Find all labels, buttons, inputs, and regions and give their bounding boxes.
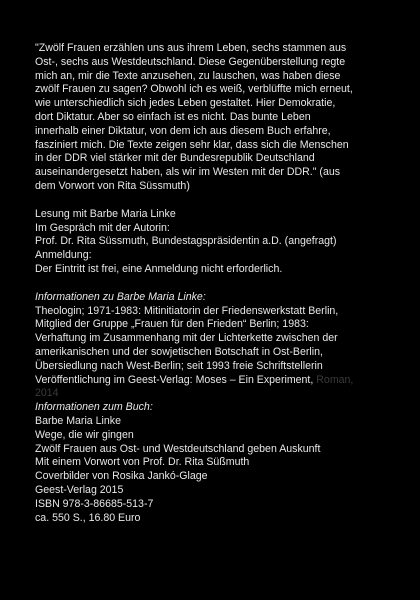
book-price: ca. 550 S., 16.80 Euro (35, 511, 141, 524)
author-publication: Veröffentlichung im Geest-Verlag: Moses – Ein Experiment, (35, 373, 314, 386)
book-publisher: Geest-Verlag 2015 (35, 483, 124, 496)
document-page (35, 42, 401, 525)
spacer (35, 194, 401, 208)
quote-line: Ost-, sechs aus Westdeutschland. Diese Gegenüberstellung regte (35, 55, 346, 68)
registration-label: Anmeldung: (35, 249, 92, 262)
event-line: Im Gespräch mit der Autorin: (35, 221, 170, 234)
quote-line: wie unterschiedlich sich jedes Leben gestaltet. Hier Demokratie, (35, 97, 336, 110)
book-heading: Informationen zum Buch: (35, 401, 153, 414)
book-isbn: ISBN 978-3-86685-513-7 (35, 497, 154, 510)
author-info-line: Mitglied der Gruppe „Frauen für den Frieden“ Berlin; 1983: (35, 318, 309, 331)
quote-line: zwölf Frauen zu sagen? Obwohl ich es weiß, verblüffte mich erneut, (35, 83, 353, 96)
event-guest: Prof. Dr. Rita Süssmuth, Bundestagspräsidentin a.D. (angefragt) (35, 235, 337, 248)
author-info-line (35, 374, 401, 388)
quote-paragraph (35, 42, 401, 194)
quote-line: in der DDR viel stärker mit der Bundesrepublik Deutschland (35, 152, 315, 165)
book-author: Barbe Maria Linke (35, 414, 121, 427)
author-publication-year: 2014 (35, 387, 59, 400)
quote-line: innerhalb einer Diktatur, von dem ich aus diesem Buch erfahre, (35, 124, 331, 137)
quote-line: fasziniert mich. Die Texte zeigen sehr klar, dass sich die Menschen (35, 138, 349, 151)
quote-line: dem Vorwort von Rita Süssmuth) (35, 179, 190, 192)
author-info-line: Theologin; 1971-1983: Mitinitiatorin der Friedenswerkstatt Berlin, (35, 304, 339, 317)
author-heading: Informationen zu Barbe Maria Linke: (35, 290, 206, 303)
author-info-line: Übersiedlung nach West-Berlin; seit 1993 freie Schriftstellerin (35, 359, 323, 372)
quote-line: mich an, mir die Texte anzusehen, zu lauschen, was haben diese (35, 69, 341, 82)
author-info-line: Verhaftung im Zusammenhang mit der Lichterkette zwischen der (35, 332, 338, 345)
event-title: Lesung mit Barbe Maria Linke (35, 207, 176, 220)
book-cover-credit: Coverbilder von Rosika Jankó-Glage (35, 470, 208, 483)
book-subtitle: Zwölf Frauen aus Ost- und Westdeutschland geben Auskunft (35, 442, 321, 455)
quote-line: dort Diktatur. Aber so einfach ist es nicht. Das bunte Leben (35, 110, 311, 123)
quote-line: "Zwölf Frauen erzählen uns aus ihrem Leben, sechs stammen aus (35, 42, 347, 54)
author-publication-faded: Roman, (313, 373, 354, 386)
book-section (35, 401, 401, 525)
book-title: Wege, die wir gingen (35, 428, 134, 441)
event-details (35, 208, 401, 277)
book-foreword: Mit einem Vorwort von Prof. Dr. Rita Süßmuth (35, 456, 250, 469)
registration-note: Der Eintritt ist frei, eine Anmeldung nicht erforderlich. (35, 262, 283, 275)
author-section (35, 291, 401, 401)
author-info-line: amerikanischen und der sowjetischen Botschaft in Ost-Berlin, (35, 345, 323, 358)
spacer (35, 277, 401, 291)
quote-line: auseinandergesetzt haben, als wir im Westen mit der DDR." (aus (35, 166, 341, 179)
